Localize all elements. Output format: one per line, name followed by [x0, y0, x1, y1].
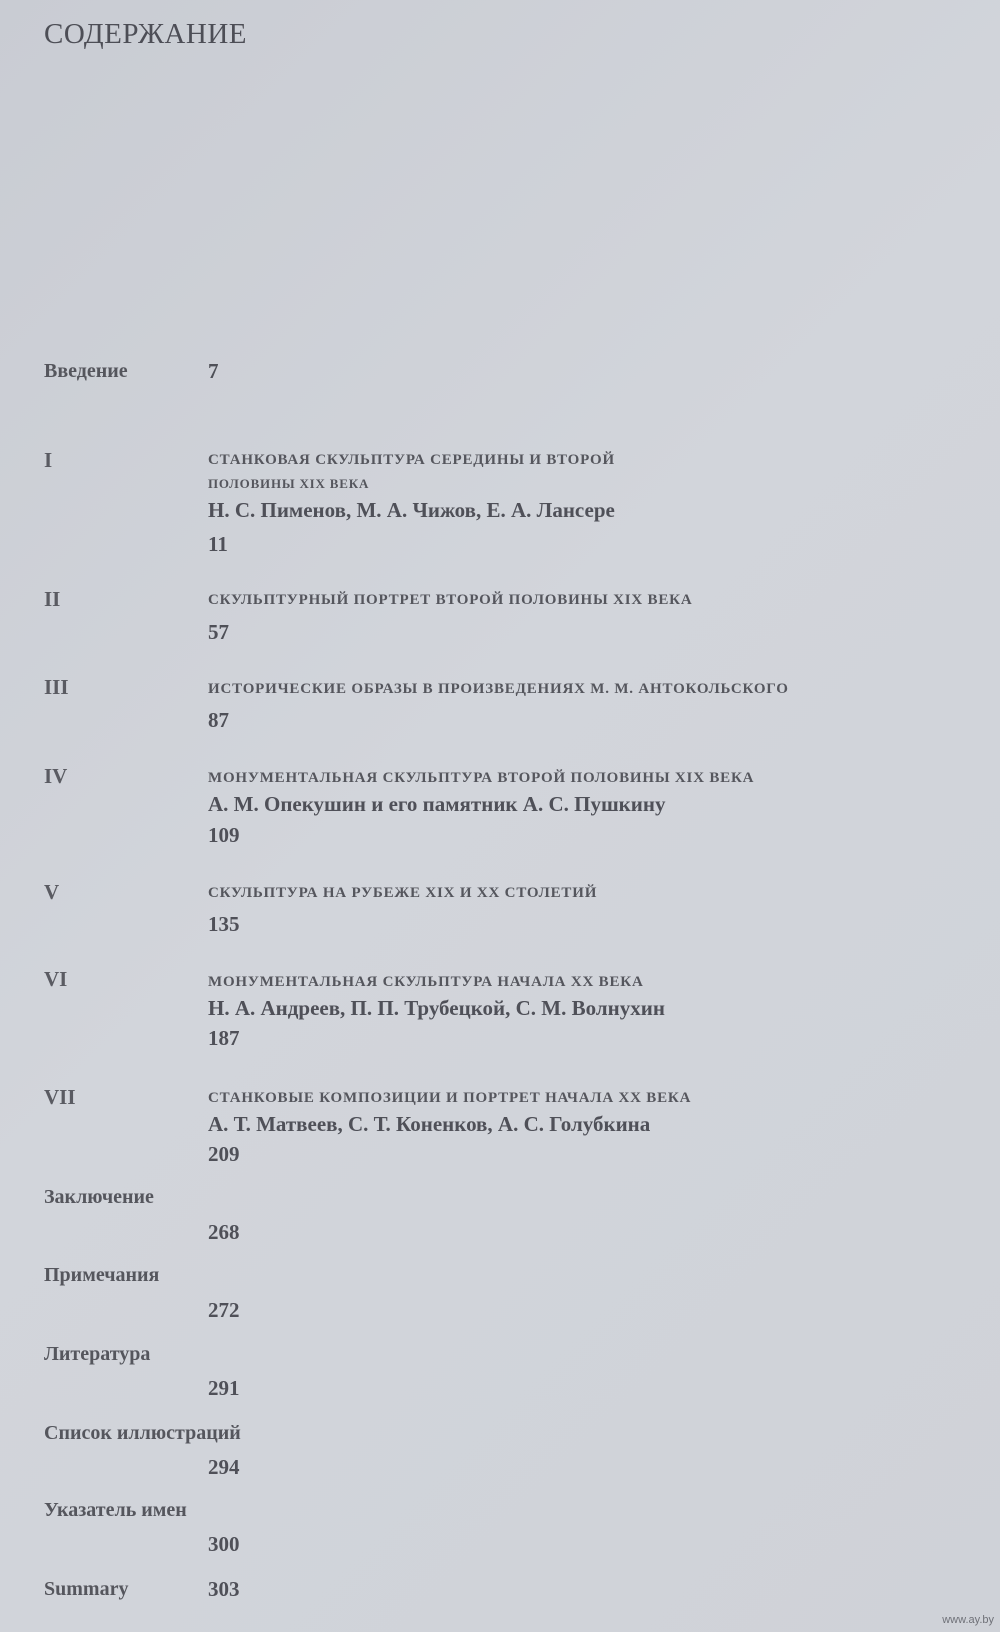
chapter-6-heading: МОНУМЕНТАЛЬНАЯ СКУЛЬПТУРА НАЧАЛА XX ВЕКА — [208, 974, 644, 990]
summary-label: Summary — [44, 1578, 129, 1600]
intro-page: 7 — [208, 359, 219, 383]
chapter-1-page: 11 — [208, 532, 228, 556]
chapter-7-authors: А. Т. Матвеев, С. Т. Коненков, А. С. Голубкина — [208, 1112, 651, 1136]
notes-label: Примечания — [44, 1264, 160, 1286]
chapter-4-page: 109 — [208, 823, 240, 847]
chapter-2-page: 57 — [208, 620, 229, 644]
conclusion-label: Заключение — [44, 1186, 154, 1208]
chapter-7-heading: СТАНКОВЫЕ КОМПОЗИЦИИ И ПОРТРЕТ НАЧАЛА XX ВЕКА — [208, 1090, 692, 1106]
illustrations-list-label: Список иллюстраций — [44, 1422, 241, 1444]
chapter-5-page: 135 — [208, 912, 240, 936]
chapter-1-numeral: I — [44, 448, 53, 472]
chapter-7-page: 209 — [208, 1142, 240, 1166]
chapter-6-page: 187 — [208, 1026, 240, 1050]
name-index-page: 300 — [208, 1532, 240, 1556]
chapter-7-numeral: VII — [44, 1085, 76, 1109]
illustrations-list-page: 294 — [208, 1455, 240, 1479]
chapter-5-numeral: V — [44, 880, 60, 904]
summary-page: 303 — [208, 1577, 240, 1601]
chapter-3-numeral: III — [44, 675, 69, 699]
chapter-2-numeral: II — [44, 587, 61, 611]
chapter-6-authors: Н. А. Андреев, П. П. Трубецкой, С. М. Волнухин — [208, 996, 665, 1020]
chapter-4-heading: МОНУМЕНТАЛЬНАЯ СКУЛЬПТУРА ВТОРОЙ ПОЛОВИНЫ XIX ВЕКА — [208, 770, 755, 786]
conclusion-page: 268 — [208, 1220, 240, 1244]
literature-label: Литература — [44, 1343, 151, 1365]
chapter-1-authors: Н. С. Пименов, М. А. Чижов, Е. А. Лансере — [208, 498, 615, 522]
watermark: www.ay.by — [942, 1614, 994, 1626]
chapter-1-heading-line2: ПОЛОВИНЫ XIX ВЕКА — [208, 476, 370, 491]
chapter-3-page: 87 — [208, 708, 229, 732]
page-title: СОДЕРЖАНИЕ — [44, 18, 247, 50]
chapter-1-heading-line1: СТАНКОВАЯ СКУЛЬПТУРА СЕРЕДИНЫ И ВТОРОЙ — [208, 452, 615, 468]
chapter-4-numeral: IV — [44, 764, 68, 788]
literature-page: 291 — [208, 1376, 240, 1400]
chapter-3-heading: ИСТОРИЧЕСКИЕ ОБРАЗЫ В ПРОИЗВЕДЕНИЯХ М. М. АНТОКОЛЬСКОГО — [208, 681, 789, 697]
chapter-6-numeral: VI — [44, 967, 68, 991]
chapter-5-heading: СКУЛЬПТУРА НА РУБЕЖЕ XIX И XX СТОЛЕТИЙ — [208, 885, 598, 901]
notes-page: 272 — [208, 1298, 240, 1322]
chapter-4-authors: А. М. Опекушин и его памятник А. С. Пушкину — [208, 792, 666, 816]
chapter-2-heading: СКУЛЬПТУРНЫЙ ПОРТРЕТ ВТОРОЙ ПОЛОВИНЫ XIX ВЕКА — [208, 592, 693, 608]
intro-label: Введение — [44, 360, 128, 382]
name-index-label: Указатель имен — [44, 1499, 187, 1521]
